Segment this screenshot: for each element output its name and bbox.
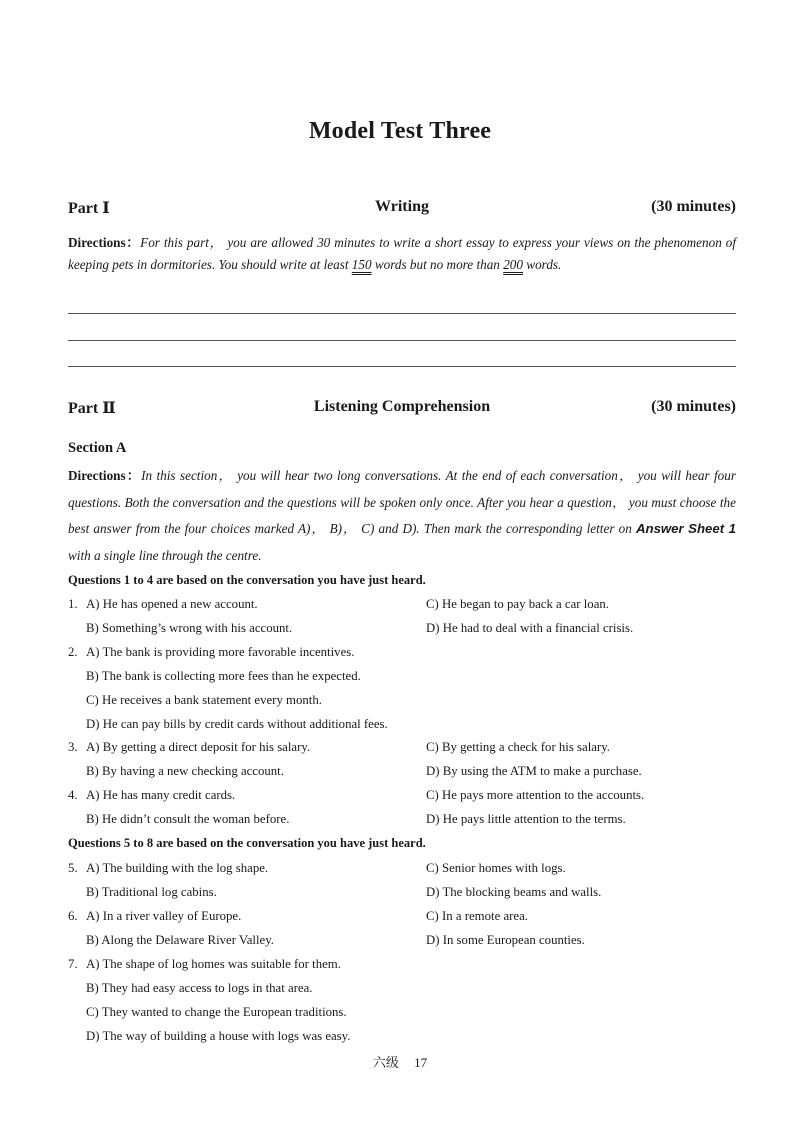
option-7c[interactable]: C) They wanted to change the European traditions. [86,1005,347,1019]
option-3c[interactable]: C) By getting a check for his salary. [426,740,610,754]
exam-level: 六级 [372,1055,399,1070]
part1-time: (30 minutes) [651,198,736,215]
questions-note-1: Questions 1 to 4 are based on the conversation you have just heard. [68,573,426,587]
answer-sheet-ref: Answer Sheet 1 [636,521,736,536]
writing-directions [68,232,736,276]
question-number: 4. [68,788,78,802]
option-1c[interactable]: C) He began to pay back a car loan. [426,597,609,611]
option-5a[interactable]: A) The building with the log shape. [86,861,269,875]
page-number: 17 [414,1055,428,1070]
option-5b[interactable]: B) Traditional log cabins. [86,885,217,899]
max-words: 200 [503,257,523,272]
option-2c[interactable]: C) He receives a bank statement every month. [86,693,322,707]
listening-directions [68,463,736,569]
option-2d[interactable]: D) He can pay bills by credit cards without additional fees. [86,717,388,731]
directions-label: Directions： [68,468,142,483]
part2-label: Part Ⅱ [68,400,116,417]
part2-header [68,398,736,420]
option-7b[interactable]: B) They had easy access to logs in that area. [86,981,313,995]
part2-time: (30 minutes) [651,398,736,415]
question-number: 5. [68,861,78,875]
option-4a[interactable]: A) He has many credit cards. [86,788,236,802]
option-6a[interactable]: A) In a river valley of Europe. [86,909,242,923]
option-3a[interactable]: A) By getting a direct deposit for his salary. [86,740,311,754]
option-5d[interactable]: D) The blocking beams and walls. [426,885,602,899]
option-4c[interactable]: C) He pays more attention to the accounts. [426,788,645,802]
part1-label: Part Ⅰ [68,200,110,217]
part2-name: Listening Comprehension [313,398,491,415]
min-words: 150 [351,257,372,272]
option-5c[interactable]: C) Senior homes with logs. [426,861,566,875]
directions-text: For this part， you are allowed 30 minutes to write a short essay to express your views on the phenomenon of keeping pets in dormitories. You should write at least [68,235,737,272]
question-number: 7. [68,957,78,971]
option-4b[interactable]: B) He didn’t consult the woman before. [86,812,290,826]
option-2a[interactable]: A) The bank is providing more favorable incentives. [86,645,355,659]
option-1a[interactable]: A) He has opened a new account. [86,597,258,611]
option-4d[interactable]: D) He pays little attention to the terms. [426,812,626,826]
questions-note-2: Questions 5 to 8 are based on the conversation you have just heard. [68,836,426,850]
answer-line-1[interactable] [68,313,736,314]
directions-label: Directions： [68,235,141,250]
option-6b[interactable]: B) Along the Delaware River Valley. [86,933,274,947]
directions-text: words. [522,257,562,272]
option-3d[interactable]: D) By using the ATM to make a purchase. [426,764,642,778]
part1-header [68,198,736,220]
option-7a[interactable]: A) The shape of log homes was suitable for them. [86,957,341,971]
option-6d[interactable]: D) In some European counties. [426,933,585,947]
page-footer [0,1052,800,1071]
directions-text: with a single line through the centre. [68,547,262,563]
option-6c[interactable]: C) In a remote area. [426,909,528,923]
question-number: 2. [68,645,78,659]
option-2b[interactable]: B) The bank is collecting more fees than he expected. [86,669,361,683]
question-number: 1. [68,597,78,611]
directions-text: words but no more than [371,257,504,272]
answer-line-2[interactable] [68,340,736,341]
section-title: Section A [68,440,127,456]
option-1d[interactable]: D) He had to deal with a financial crisis. [426,621,634,635]
answer-line-3[interactable] [68,366,736,367]
option-1b[interactable]: B) Something’s wrong with his account. [86,621,293,635]
question-number: 3. [68,740,78,754]
directions-text: In this section， you will hear two long conversations. At the end of each conversation， you will hear four questions. Both the conversation and the questions will be spoken only once. After you hear a question， you must choose the best answer from the four choices marked A)， B)， C) and D). Then mark the corresponding letter on [68,468,736,536]
question-number: 6. [68,909,78,923]
page-title: Model Test Three [308,118,492,144]
option-3b[interactable]: B) By having a new checking account. [86,764,284,778]
part1-name: Writing [375,198,429,215]
option-7d[interactable]: D) The way of building a house with logs was easy. [86,1029,351,1043]
